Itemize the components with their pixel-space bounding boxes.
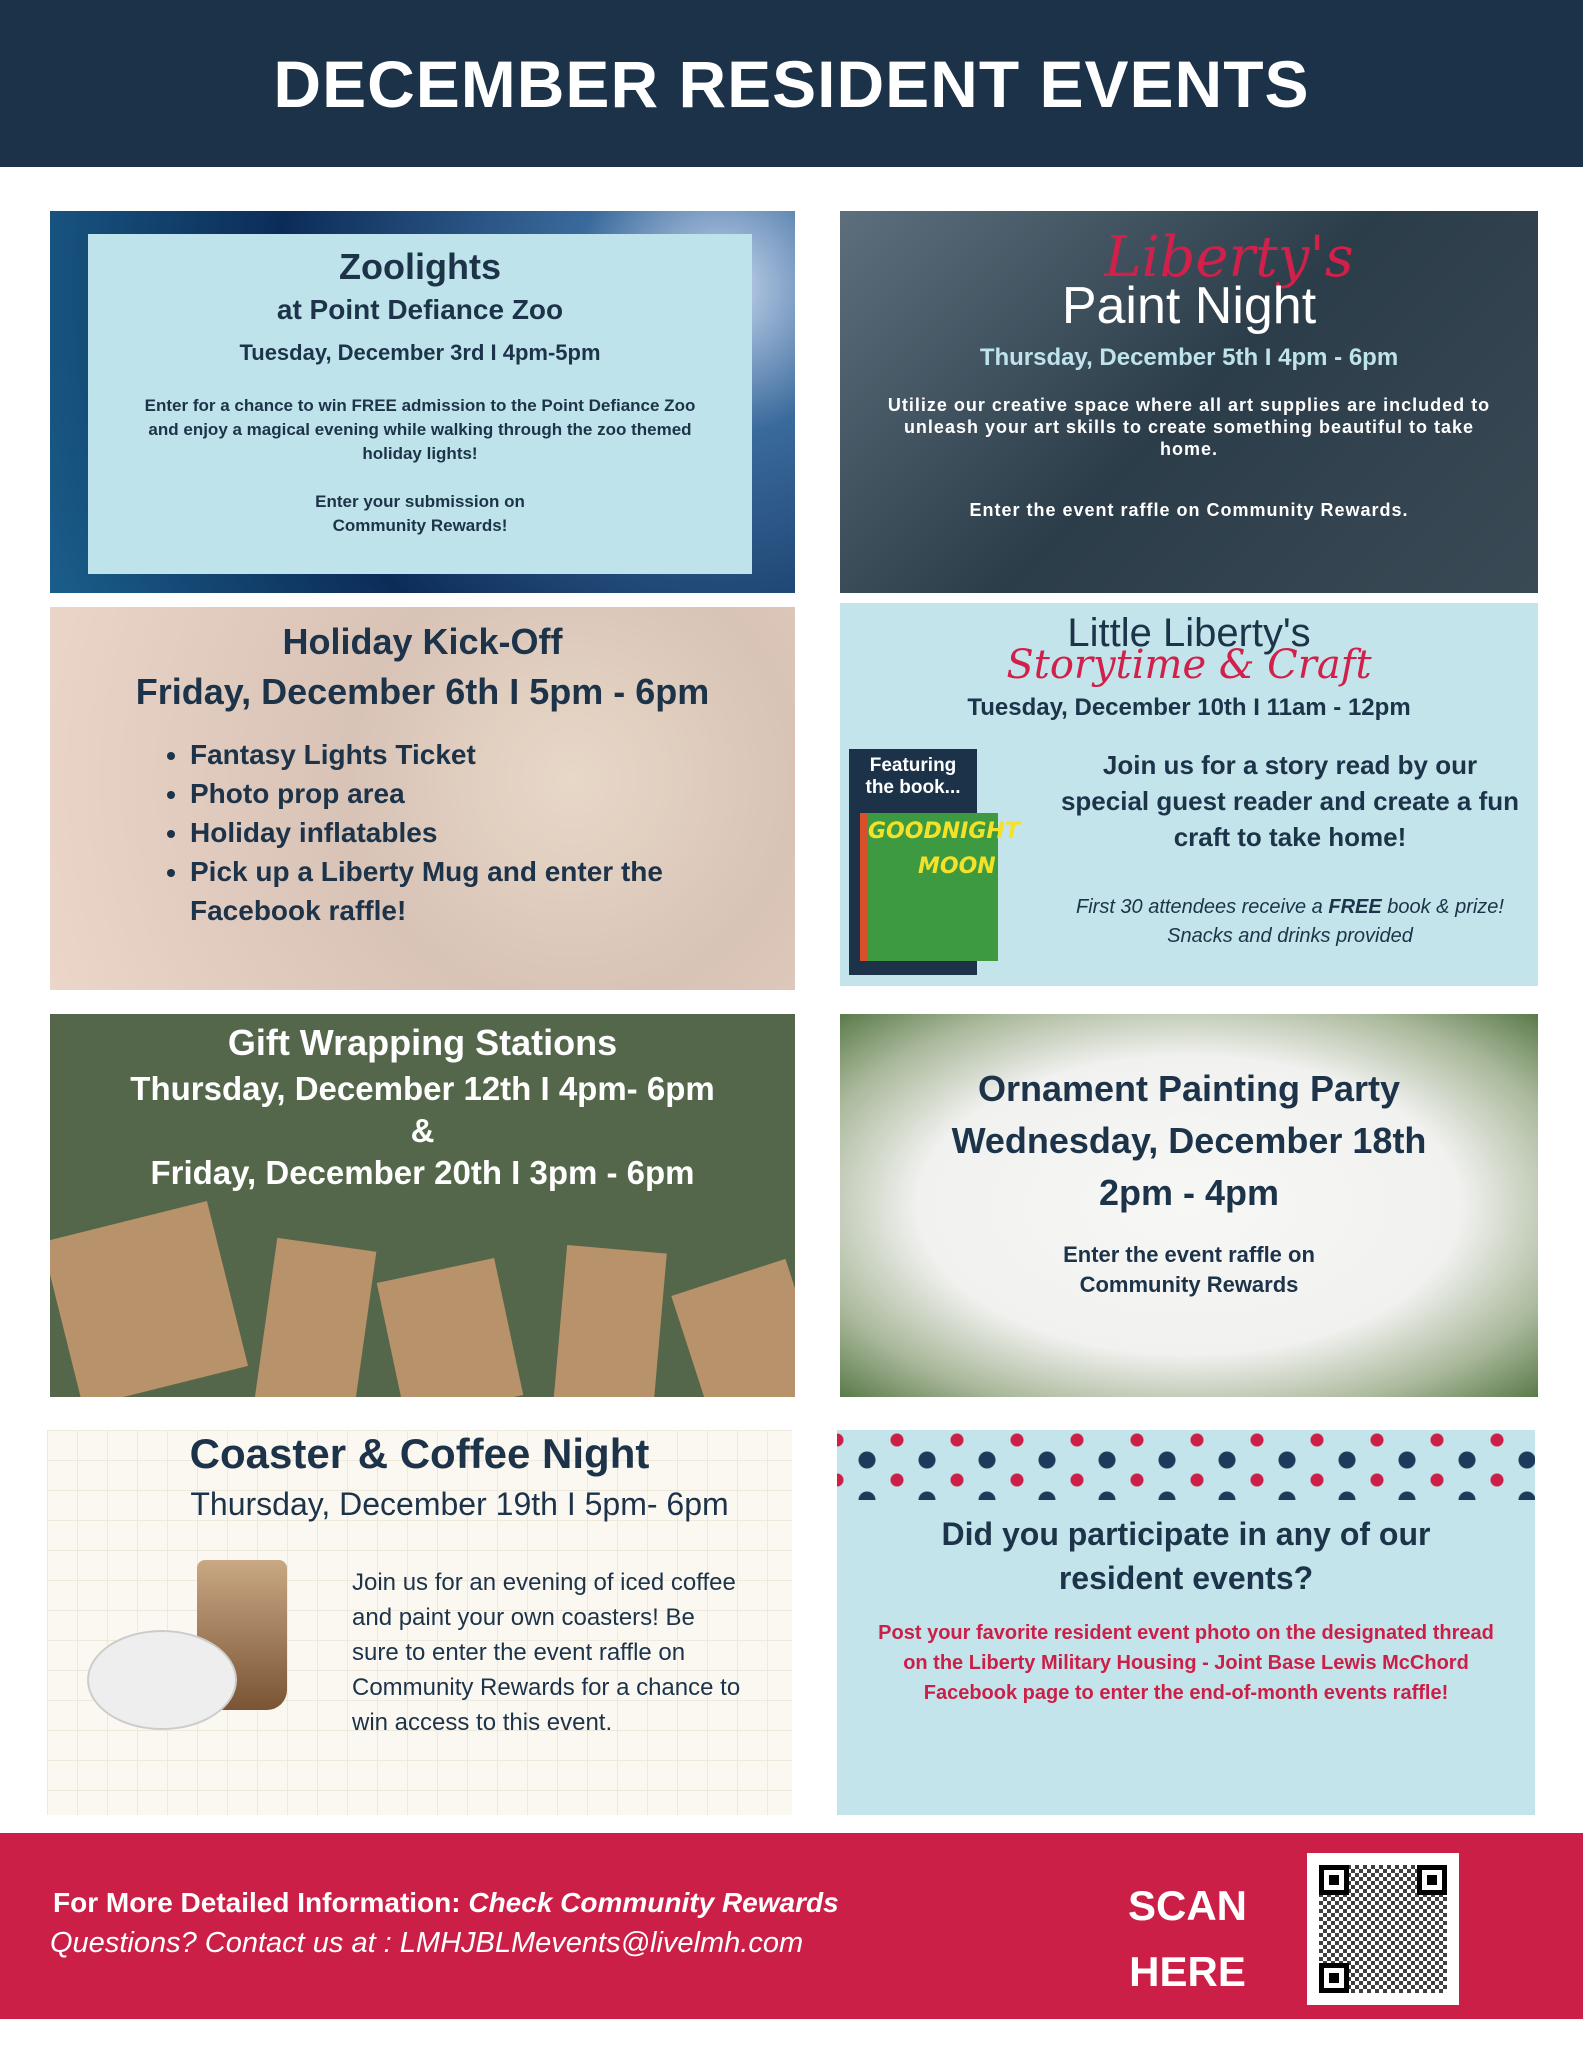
gift-box-image [671, 1259, 795, 1397]
info-label: For More Detailed Information: [53, 1887, 469, 1918]
storytime-date: Tuesday, December 10th I 11am - 12pm [967, 694, 1411, 721]
list-item: • Photo prop area [190, 774, 670, 813]
featuring-label: Featuring the book... [865, 755, 961, 798]
gift-date2: Friday, December 20th I 3pm - 6pm [150, 1154, 695, 1191]
gift-wrapping-card [50, 1014, 795, 1397]
footer [0, 1833, 1583, 2019]
gift-box-image [553, 1245, 667, 1397]
zoolights-cta: Enter your submission on Community Rewards! [315, 492, 525, 535]
page-title: DECEMBER RESIDENT EVENTS [273, 46, 1310, 121]
storytime-note: First 30 attendees receive a FREE book & prize! Snacks and drinks provided [1076, 896, 1504, 947]
storytime-title: Little Liberty's [1067, 611, 1311, 655]
zoolights-date: Tuesday, December 3rd I 4pm-5pm [239, 340, 601, 365]
paint-script: Liberty's [1104, 225, 1354, 290]
book-title: GOODNIGHT [868, 819, 1020, 844]
list-item: • Pick up a Liberty Mug and enter the Facebook raffle! [190, 852, 670, 930]
participate-body: Post your favorite resident event photo on the designated thread on the Liberty Military Housing - Joint Base Lewis McChord Facebook page to enter the end-of-month events raffle! [878, 1622, 1494, 1704]
ornament-cta: Enter the event raffle on Community Rewards [1063, 1242, 1315, 1297]
holiday-kickoff-card [50, 607, 795, 990]
storytime-card [840, 603, 1538, 986]
gift-amp: & [410, 1112, 435, 1149]
coaster-date: Thursday, December 19th I 5pm- 6pm [190, 1486, 729, 1522]
footer-contact[interactable]: Questions? Contact us at : LMHJBLMevents@livelmh.com [50, 1927, 804, 1959]
header [0, 0, 1583, 167]
gift-title: Gift Wrapping Stations [227, 1022, 618, 1063]
zoolights-subtitle: at Point Defiance Zoo [276, 294, 564, 325]
participate-question: Did you participate in any of our resident events? [941, 1516, 1431, 1596]
ornament-time: 2pm - 4pm [1098, 1172, 1280, 1213]
coaster-body: Join us for an evening of iced coffee and paint your own coasters! Be sure to enter the event raffle on Community Rewards for a chance to win access to this event. [352, 1569, 741, 1736]
holiday-list [150, 735, 670, 930]
coaster-title: Coaster & Coffee Night [189, 1430, 650, 1477]
ornament-title: Ornament Painting Party [977, 1068, 1401, 1109]
gift-date1: Thursday, December 12th I 4pm- 6pm [130, 1070, 715, 1107]
participate-card [837, 1430, 1535, 1815]
zoolights-card [50, 211, 795, 593]
garland-decoration [837, 1430, 1535, 1500]
storytime-body: Join us for a story read by our special guest reader and create a fun craft to take home! [1060, 750, 1520, 852]
list-item: • Holiday inflatables [190, 813, 670, 852]
book-cover [860, 813, 1020, 961]
paint-cta: Enter the event raffle on Community Rewards. [969, 500, 1409, 520]
storytime-note2: Snacks and drinks provided [1167, 925, 1413, 947]
paint-night-card [840, 211, 1538, 593]
coaster-coffee-card [47, 1430, 792, 1815]
zoolights-body: Enter for a chance to win FREE admission to the Point Defiance Zoo and enjoy a magical evening while walking through the zoo themed holiday lights! [144, 396, 696, 463]
info-value: Check Community Rewards [468, 1887, 839, 1918]
footer-info [53, 1887, 839, 1919]
paint-date: Thursday, December 5th I 4pm - 6pm [979, 344, 1399, 371]
qr-code[interactable] [1307, 1853, 1459, 2005]
ornament-date: Wednesday, December 18th [951, 1120, 1427, 1161]
zoolights-title: Zoolights [339, 246, 501, 287]
ornament-party-card [840, 1014, 1538, 1397]
holiday-date: Friday, December 6th I 5pm - 6pm [135, 671, 710, 712]
gift-box-image [254, 1238, 377, 1397]
book-title-2: MOON [918, 854, 996, 879]
storytime-script: Storytime & Craft [1006, 642, 1372, 688]
paint-title: Paint Night [1061, 277, 1317, 335]
holiday-title: Holiday Kick-Off [282, 621, 563, 662]
gift-box-image [377, 1258, 523, 1397]
paint-body: Utilize our creative space where all art supplies are included to unleash your art skills to create something beautiful to take home. [887, 395, 1491, 459]
list-item: • Fantasy Lights Ticket [190, 735, 670, 774]
featuring-box [849, 749, 1020, 975]
scan-label: SCAN HERE [1128, 1882, 1248, 1995]
coasters-image [87, 1630, 237, 1730]
gift-box-image [50, 1201, 248, 1397]
